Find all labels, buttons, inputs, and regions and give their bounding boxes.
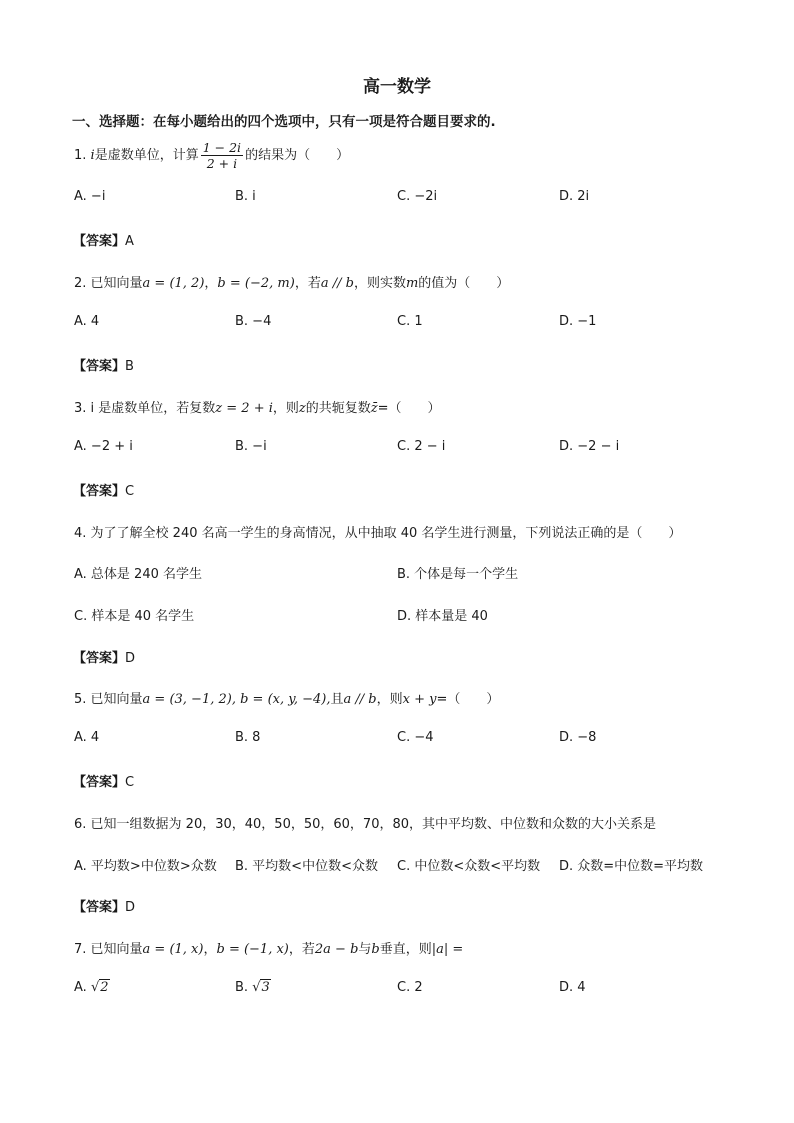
answer-tag: 【答案】: [73, 775, 126, 790]
q2-post-pre: ，则实数: [353, 276, 406, 291]
q5-option-a: A. 4: [74, 730, 100, 745]
q2-cond-pre: ，若: [294, 276, 321, 291]
q5-xy: x + y: [402, 692, 437, 707]
question-2: [74, 272, 509, 291]
q7-option-b-label: B.: [235, 980, 253, 995]
q5-suffix: =（ ）: [436, 692, 500, 707]
q7-b: b: [371, 942, 380, 957]
q1-option-c: C. −2i: [397, 189, 438, 204]
q7-option-c: C. 2: [397, 980, 423, 995]
question-5: [74, 688, 499, 707]
q5-condition: a // b: [343, 692, 377, 707]
q1-numerator: 1 − 2i: [202, 140, 242, 155]
answer-tag: 【答案】: [73, 900, 126, 915]
answer-value: A: [125, 234, 134, 249]
q3-answer: [73, 480, 134, 499]
answer-value: C: [125, 775, 135, 790]
q7-option-b-radicand: 3: [261, 980, 270, 995]
q5-mid: 且: [330, 692, 344, 707]
q2-option-c: C. 1: [397, 314, 423, 329]
q4-option-a: A. 总体是 240 名学生: [74, 567, 203, 582]
question-7: [74, 938, 463, 957]
q2-vector-b: b = (−2, m): [217, 276, 295, 291]
q3-option-d: D. −2 − i: [559, 439, 620, 454]
q5-option-c: C. −4: [397, 730, 434, 745]
answer-value: D: [125, 651, 136, 666]
q2-option-b: B. −4: [235, 314, 272, 329]
q7-option-a-radicand: 2: [100, 980, 109, 995]
q2-m: m: [405, 276, 419, 291]
q2-suffix: 的值为（ ）: [418, 276, 510, 291]
q2-condition: a // b: [320, 276, 354, 291]
q7-abs-a: |a| =: [431, 942, 464, 957]
answer-tag: 【答案】: [73, 359, 126, 374]
q6-option-c: C. 中位数<众数<平均数: [397, 859, 541, 874]
q3-mid2: 的共轭复数: [305, 401, 371, 416]
q2-prefix: 2. 已知向量: [74, 276, 143, 291]
q4-option-c: C. 样本是 40 名学生: [74, 609, 195, 624]
q7-vector-a: a = (1, x): [142, 942, 204, 957]
q3-z: z: [298, 401, 306, 416]
answer-tag: 【答案】: [73, 484, 126, 499]
section-heading: 一、选择题：在每小题给出的四个选项中，只有一项是符合题目要求的.: [72, 114, 496, 130]
q3-mid: ，则: [272, 401, 299, 416]
sqrt-icon: √3: [252, 980, 270, 995]
q6-option-d: D. 众数=中位数=平均数: [559, 859, 704, 874]
answer-value: C: [125, 484, 135, 499]
q1-fraction: [201, 140, 243, 171]
q3-option-a: A. −2 + i: [74, 439, 133, 454]
q7-option-a: [74, 980, 110, 995]
q1-option-b: B. i: [235, 189, 256, 204]
q5-prefix: 5. 已知向量: [74, 692, 143, 707]
q2-answer: [73, 355, 134, 374]
answer-tag: 【答案】: [73, 234, 126, 249]
question-6: 6. 已知一组数据为 20，30，40，50，50，60，70，80，其中平均数、中位数和众数的大小关系是: [74, 817, 657, 832]
question-1: [74, 140, 349, 171]
q1-prefix: 1.: [74, 148, 91, 163]
q1-text: 是虚数单位，计算: [94, 148, 199, 163]
q7-post: 垂直，则: [379, 942, 432, 957]
q3-z-bar: z̄: [370, 401, 378, 416]
q7-prefix: 7. 已知向量: [74, 942, 143, 957]
answer-value: B: [125, 359, 134, 374]
q1-answer: [73, 230, 134, 249]
q1-denominator: 2 + i: [206, 156, 238, 171]
q3-z-expr: z = 2 + i: [215, 401, 273, 416]
q6-answer: [73, 896, 135, 915]
q7-sep: ，: [203, 942, 217, 957]
q7-option-b: [235, 980, 271, 995]
q1-option-d: D. 2i: [559, 189, 590, 204]
q7-mid: ，若: [288, 942, 315, 957]
q7-option-a-label: A.: [74, 980, 91, 995]
q3-option-c: C. 2 − i: [397, 439, 446, 454]
sqrt-icon: √2: [90, 980, 109, 995]
q5-answer: [73, 771, 134, 790]
q6-option-b: B. 平均数<中位数<众数: [235, 859, 378, 874]
question-4: 4. 为了了解全校 240 名高一学生的身高情况，从中抽取 40 名学生进行测量，下列说法正确的是（ ）: [74, 526, 682, 541]
q5-option-d: D. −8: [559, 730, 597, 745]
q1-suffix: 的结果为（ ）: [245, 148, 350, 163]
question-3: [74, 397, 441, 416]
answer-value: D: [125, 900, 136, 915]
answer-tag: 【答案】: [73, 651, 126, 666]
q7-expression: 2a − b: [314, 942, 359, 957]
q4-option-b: B. 个体是每一个学生: [397, 567, 519, 582]
q5-option-b: B. 8: [235, 730, 261, 745]
q2-option-a: A. 4: [74, 314, 100, 329]
q1-option-a: A. −i: [74, 189, 106, 204]
q2-vector-a: a = (1, 2): [142, 276, 205, 291]
q4-option-d: D. 样本量是 40: [397, 609, 488, 624]
q7-mid2: 与: [358, 942, 372, 957]
page-title: 高一数学: [363, 77, 431, 97]
q3-suffix: =（ ）: [377, 401, 441, 416]
q5-post-pre: ，则: [376, 692, 403, 707]
q1-i: i: [90, 148, 95, 163]
q2-sep: ，: [204, 276, 218, 291]
q7-option-d: D. 4: [559, 980, 586, 995]
q2-option-d: D. −1: [559, 314, 597, 329]
q3-prefix: 3. i 是虚数单位，若复数: [74, 401, 216, 416]
q4-answer: [73, 647, 135, 666]
q7-vector-b: b = (−1, x): [216, 942, 289, 957]
q6-option-a: A. 平均数>中位数>众数: [74, 859, 217, 874]
q5-vectors: a = (3, −1, 2), b = (x, y, −4),: [142, 692, 331, 707]
q3-option-b: B. −i: [235, 439, 267, 454]
